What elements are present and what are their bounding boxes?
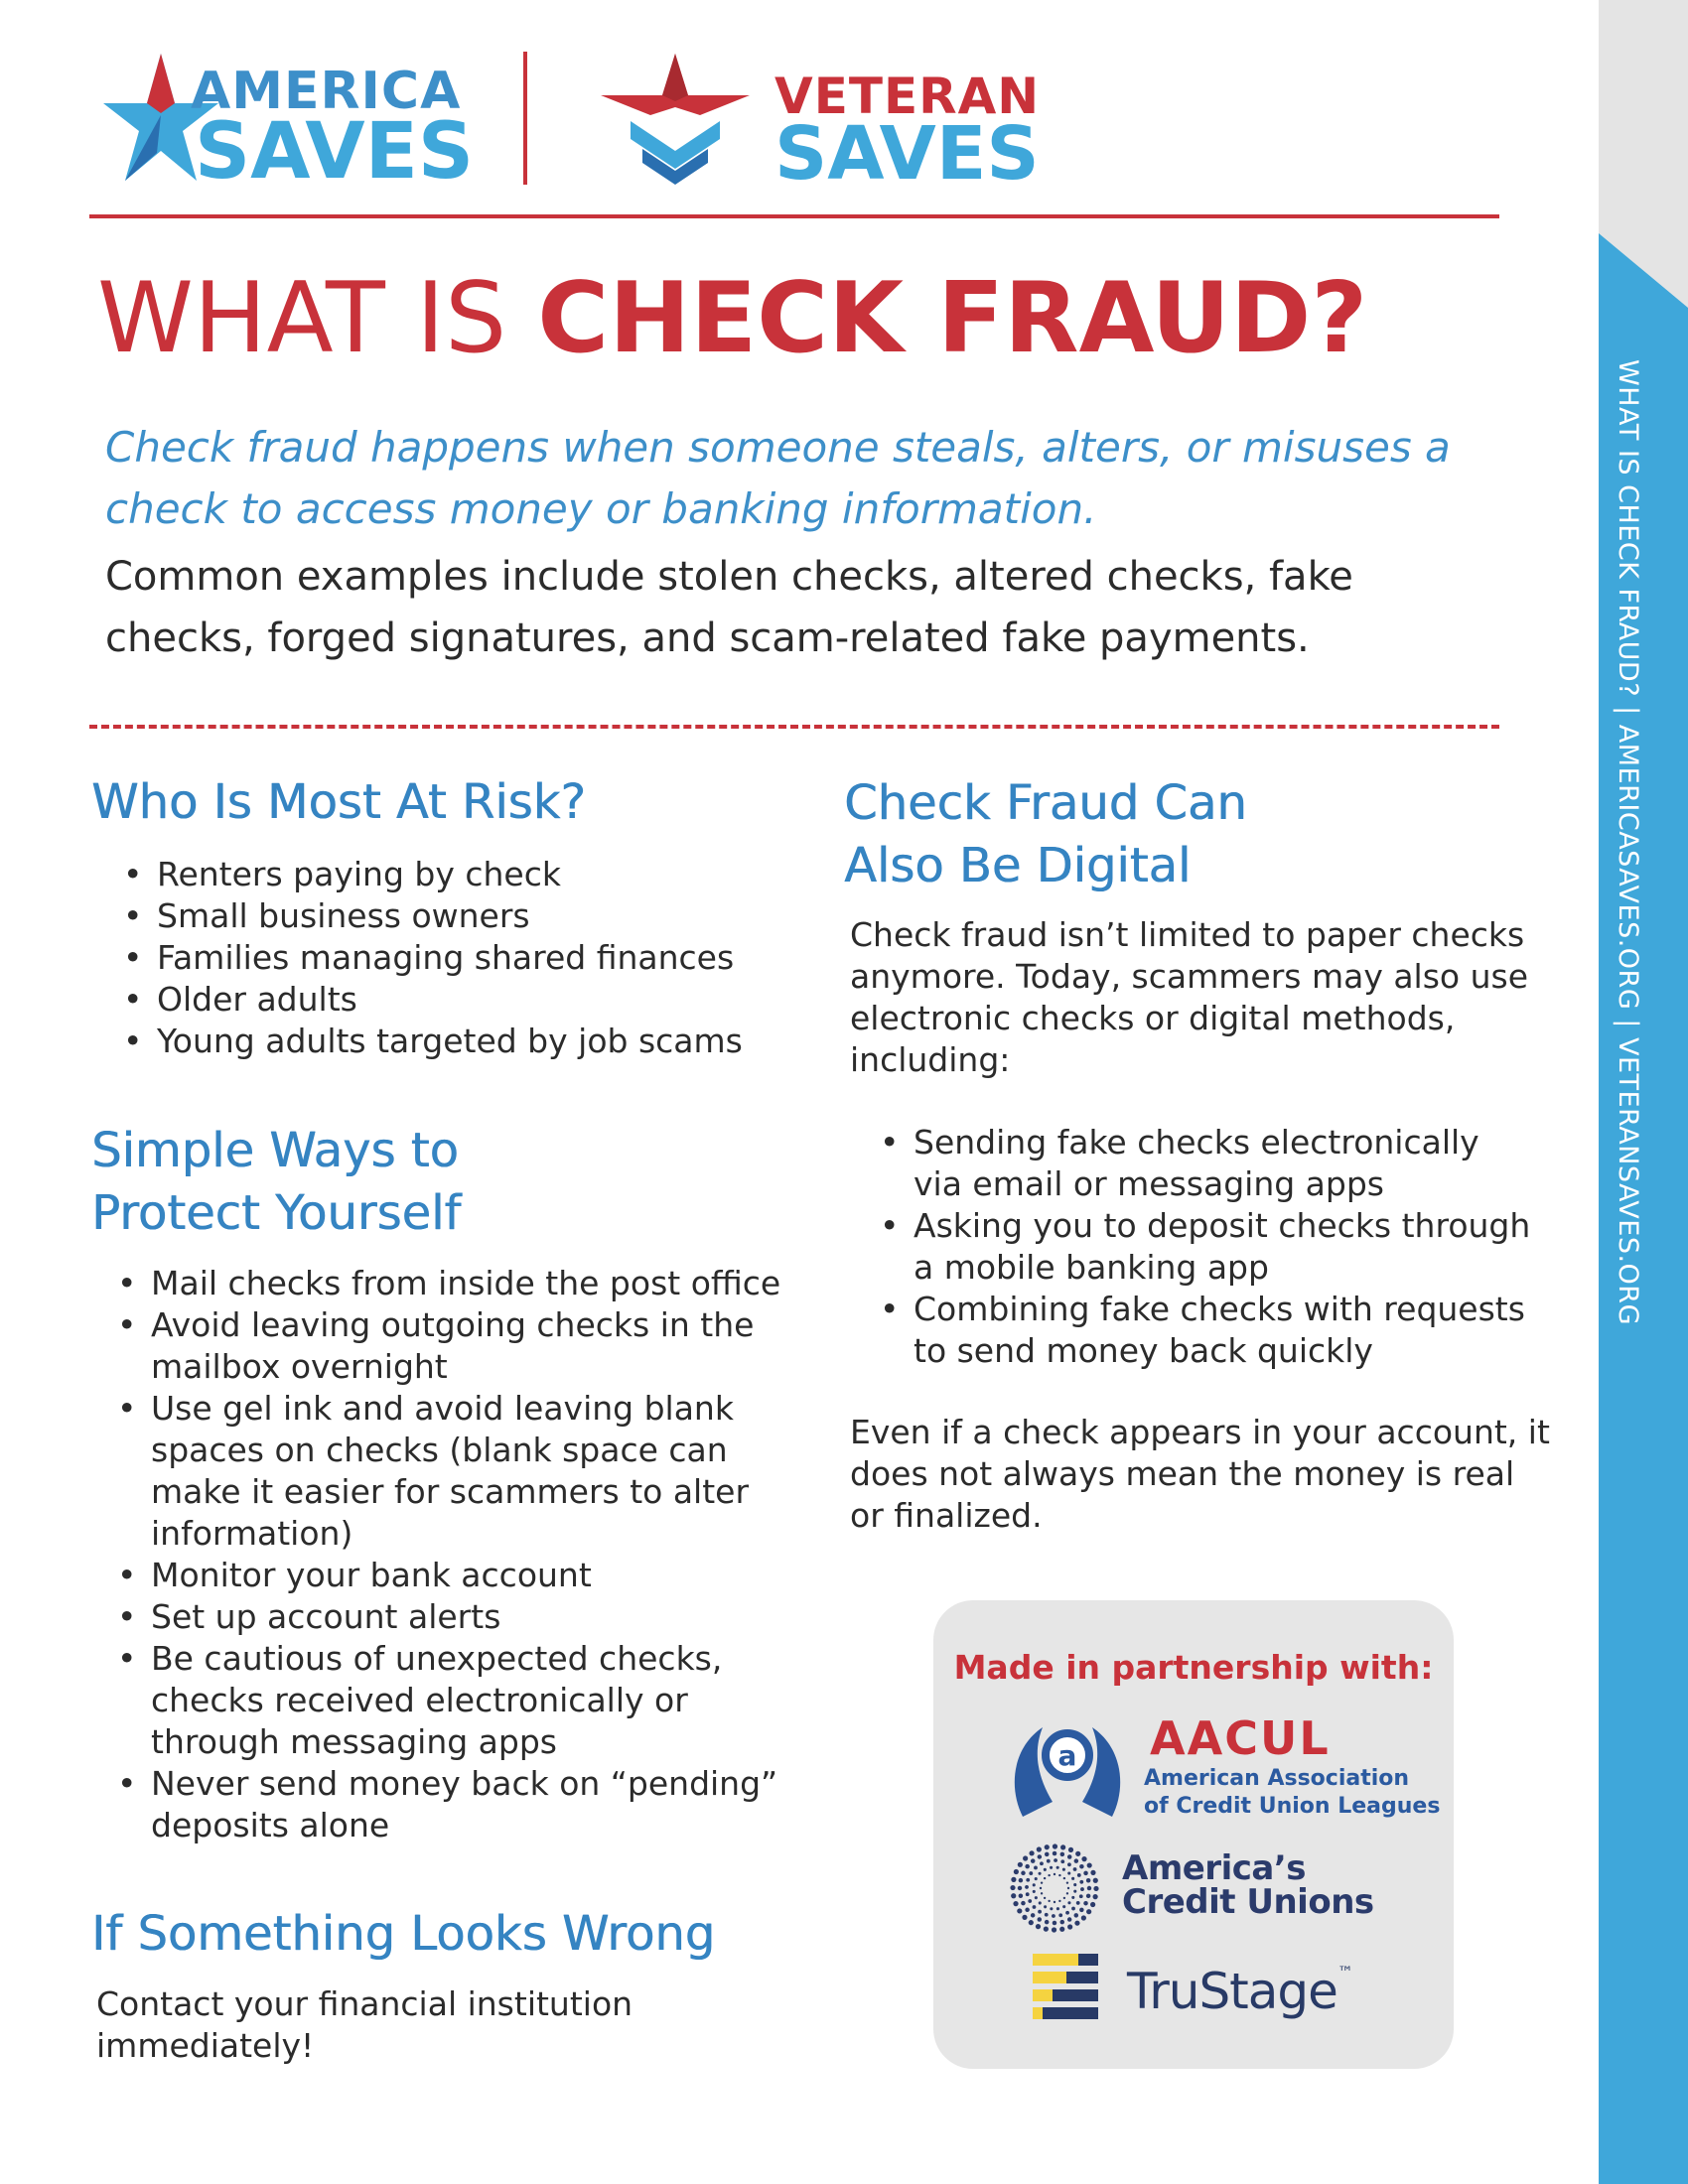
list-item: • Never send money back on “pending” deposits alone [117,1763,792,1846]
digital-heading-line2: Also Be Digital [844,838,1192,893]
burst-dot [1076,1901,1080,1905]
burst-dot [1071,1877,1074,1880]
burst-dot [1060,1859,1064,1863]
burst-dot [1086,1909,1091,1914]
something-wrong-heading: If Something Looks Wrong [91,1906,716,1962]
burst-dot [1062,1868,1065,1871]
burst-dot [1040,1861,1044,1865]
saves-wordmark: SAVES [774,111,1040,197]
burst-dot [1065,1911,1069,1915]
burst-dot [1086,1894,1091,1899]
aacul-subtitle-line2: of Credit Union Leagues [1144,1794,1441,1819]
burst-dot [1083,1901,1088,1906]
burst-dot [1093,1886,1098,1891]
burst-dot [1052,1927,1056,1932]
burst-dot [1029,1920,1034,1925]
burst-dot [1029,1850,1034,1855]
burst-dot [1060,1852,1065,1857]
list-item: • Renters paying by check [123,854,818,895]
burst-dot [1053,1921,1057,1926]
burst-dot [1023,1855,1028,1860]
trademark-symbol: ™ [1336,1963,1352,1981]
burst-dot [1056,1907,1059,1910]
section-divider [89,725,1499,729]
who-at-risk-list [123,854,818,1062]
burst-dot [1077,1873,1081,1877]
list-item: • Small business owners [123,895,818,937]
burst-dot [1025,1885,1029,1889]
burst-dot [1033,1883,1036,1886]
protect-heading-line1: Simple Ways to [91,1123,459,1178]
aacul-name: AACUL [1150,1711,1331,1765]
title-bold: CHECK FRAUD? [537,262,1368,375]
burst-dot [1025,1864,1030,1869]
trustage-name [1127,1963,1352,2020]
burst-dot [1038,1910,1042,1914]
burst-dot [1017,1908,1022,1913]
burst-dot [1074,1913,1079,1918]
burst-dot [1033,1905,1037,1909]
list-item: • Combining fake checks with requests to send money back quickly [880,1289,1535,1372]
burst-dot [1087,1886,1092,1891]
burst-dot [1044,1927,1049,1932]
burst-dot [1011,1893,1016,1898]
burst-dot [1041,1881,1043,1883]
burst-dot [1081,1915,1086,1920]
list-item: • Set up account alerts [117,1596,792,1638]
list-item: • Monitor your bank account [117,1555,792,1596]
acu-line2: Credit Unions [1122,1882,1374,1922]
burst-dot [1058,1900,1060,1902]
burst-dot [1079,1880,1083,1884]
burst-dot [1071,1907,1075,1911]
list-item: • Older adults [123,979,818,1021]
title-light: WHAT IS [97,262,538,375]
partnership-title: Made in partnership with: [953,1648,1434,1687]
burst-dot [1073,1867,1077,1871]
chevron-star-icon [601,54,750,193]
burst-dot [1026,1878,1030,1882]
burst-dot [1044,1897,1046,1899]
list-item: • Asking you to deposit checks through a mobile banking app [880,1205,1535,1289]
burst-dot [1021,1871,1026,1876]
burst-dot [1018,1862,1023,1867]
burst-dot [1081,1856,1086,1861]
burst-dot [1011,1877,1016,1882]
acu-line1: America’s [1122,1848,1306,1888]
burst-dot [1093,1878,1098,1883]
list-item: • Families managing shared finances [123,937,818,979]
burst-dot [1079,1894,1083,1898]
burst-dot [1034,1866,1038,1870]
burst-dot [1054,1858,1057,1862]
aacul-subtitle [1144,1765,1440,1821]
burst-dot [1054,1901,1055,1903]
burst-dot [1018,1886,1023,1891]
veteran-wordmark: VETERAN [774,68,1041,125]
burst-dot [1053,1843,1057,1848]
burst-dot [1052,1914,1055,1918]
burst-dot [1045,1852,1050,1857]
burst-dot [1014,1869,1019,1874]
burst-dot [1090,1870,1095,1875]
burst-dot [1021,1901,1026,1906]
burst-dot [1048,1874,1050,1876]
burst-dot [1048,1900,1050,1902]
burst-dot [1050,1907,1053,1910]
burst-dot [1066,1881,1068,1883]
burst-dot [1060,1920,1065,1925]
burst-dot [1013,1901,1018,1906]
burst-dot [1066,1892,1068,1894]
burst-dot [1044,1905,1047,1908]
burst-dot [1050,1866,1053,1869]
partnership-box [933,1600,1454,2069]
burst-dot [1067,1854,1072,1859]
aacul-subtitle-line1: American Association [1144,1766,1410,1791]
burst-dot [1067,1872,1070,1875]
protect-list [117,1263,792,1846]
digital-intro: Check fraud isn’t limited to paper checks anymore. Today, scammers may also use electronic checks or digital methods, including: [850,915,1529,1079]
burst-dot [1074,1921,1079,1926]
burst-dot [1067,1887,1069,1889]
header-divider [89,214,1499,218]
list-item: • Use gel ink and avoid leaving blank spaces on checks (blank space can make it easier for scammers to alter information) [117,1388,792,1555]
digital-list [880,1122,1535,1372]
burst-dot [1080,1887,1084,1891]
burst-dot [1038,1854,1043,1859]
sidebar-text: WHAT IS CHECK FRAUD? | AMERICASAVES.ORG | VETERANSAVES.ORG [1613,359,1643,1325]
burst-dot [1045,1920,1050,1925]
burst-dot [1053,1851,1057,1856]
something-wrong-body: Contact your financial institution immediately! [96,1984,633,2065]
burst-dot [1039,1901,1042,1904]
burst-dot [1031,1858,1036,1863]
intro-body: Common examples include stolen checks, altered checks, fake checks, forged signatures, and scam-related fake payments. [105,554,1353,661]
burst-dot [1037,1846,1042,1851]
burst-dot [1058,1913,1062,1917]
burst-dot [1044,1877,1046,1879]
burst-dot [1047,1859,1051,1863]
list-item: • Be cautious of unexpected checks, checks received electronically or through messaging apps [117,1638,792,1763]
burst-dot [1031,1913,1036,1918]
burst-dot [1079,1864,1084,1869]
burst-dot [1086,1878,1091,1883]
burst-dot [1045,1844,1050,1849]
burst-dot [1071,1896,1074,1899]
trustage-wordmark: TruStage [1127,1963,1337,2020]
burst-dot [1040,1887,1042,1889]
americas-credit-unions-icon [1009,1843,1100,1934]
veteran-saves-logo [601,50,1041,197]
intro-lead: Check fraud happens when someone steals, alters, or misuses a check to access money or banking information. [105,423,1451,533]
list-item: • Avoid leaving outgoing checks in the mailbox overnight [117,1304,792,1388]
burst-dot [1033,1890,1036,1893]
burst-dot [1093,1894,1098,1899]
burst-dot [1075,1851,1080,1856]
burst-dot [1090,1902,1095,1907]
burst-dot [1056,1866,1059,1869]
burst-dot [1045,1913,1049,1917]
burst-dot [1019,1878,1024,1883]
burst-dot [1087,1862,1092,1867]
burst-dot [1083,1871,1088,1876]
digital-closing: Even if a check appears in your account, it does not always mean the money is real or finalized. [850,1413,1550,1535]
burst-dot [1029,1871,1033,1875]
trustage-logo-icon [1033,1954,1104,2025]
protect-heading-line2: Protect Yourself [91,1185,462,1241]
burst-dot [1025,1908,1030,1913]
burst-dot [1026,1892,1030,1896]
burst-dot [1028,1899,1032,1903]
aacul-logo-icon [1003,1707,1132,1827]
svg-text:a: a [1057,1739,1077,1772]
digital-heading-line1: Check Fraud Can [844,775,1247,831]
burst-dot [1068,1847,1073,1852]
logo-divider [523,52,527,185]
burst-dot [1044,1868,1047,1871]
burst-dot [1059,1927,1064,1932]
burst-dot [1067,1924,1072,1929]
list-item: • Mail checks from inside the post office [117,1263,792,1304]
burst-dot [1067,1917,1072,1922]
burst-dot [1073,1883,1076,1886]
burst-dot [1010,1885,1015,1890]
protect-heading [91,1120,461,1245]
burst-dot [1035,1896,1038,1899]
burst-dot [1073,1890,1076,1893]
burst-dot [1074,1858,1079,1863]
america-saves-logo [99,50,477,197]
america-wordmark: AMERICA [191,62,462,121]
digital-heading [844,772,1247,897]
page-title [97,262,1567,375]
burst-dot [1036,1924,1041,1929]
burst-dot [1054,1873,1055,1875]
burst-dot [1038,1917,1043,1922]
burst-dot [1022,1915,1027,1920]
burst-dot [1035,1877,1038,1880]
burst-dot [1062,1905,1065,1908]
burst-dot [1019,1894,1024,1899]
burst-dot [1041,1892,1043,1894]
burst-dot [1063,1877,1065,1879]
burst-dot [1067,1862,1071,1866]
list-item: • Sending fake checks electronically via email or messaging apps [880,1122,1535,1205]
who-at-risk-heading: Who Is Most At Risk? [91,774,586,830]
americas-credit-unions-name [1122,1848,1374,1922]
list-item: • Young adults targeted by job scams [123,1021,818,1062]
burst-dot [1063,1897,1065,1899]
burst-dot [1079,1908,1084,1913]
saves-wordmark: SAVES [195,107,475,197]
burst-dot [1067,1901,1070,1904]
burst-dot [1058,1874,1060,1876]
burst-dot [1039,1872,1042,1875]
burst-dot [1060,1844,1065,1849]
